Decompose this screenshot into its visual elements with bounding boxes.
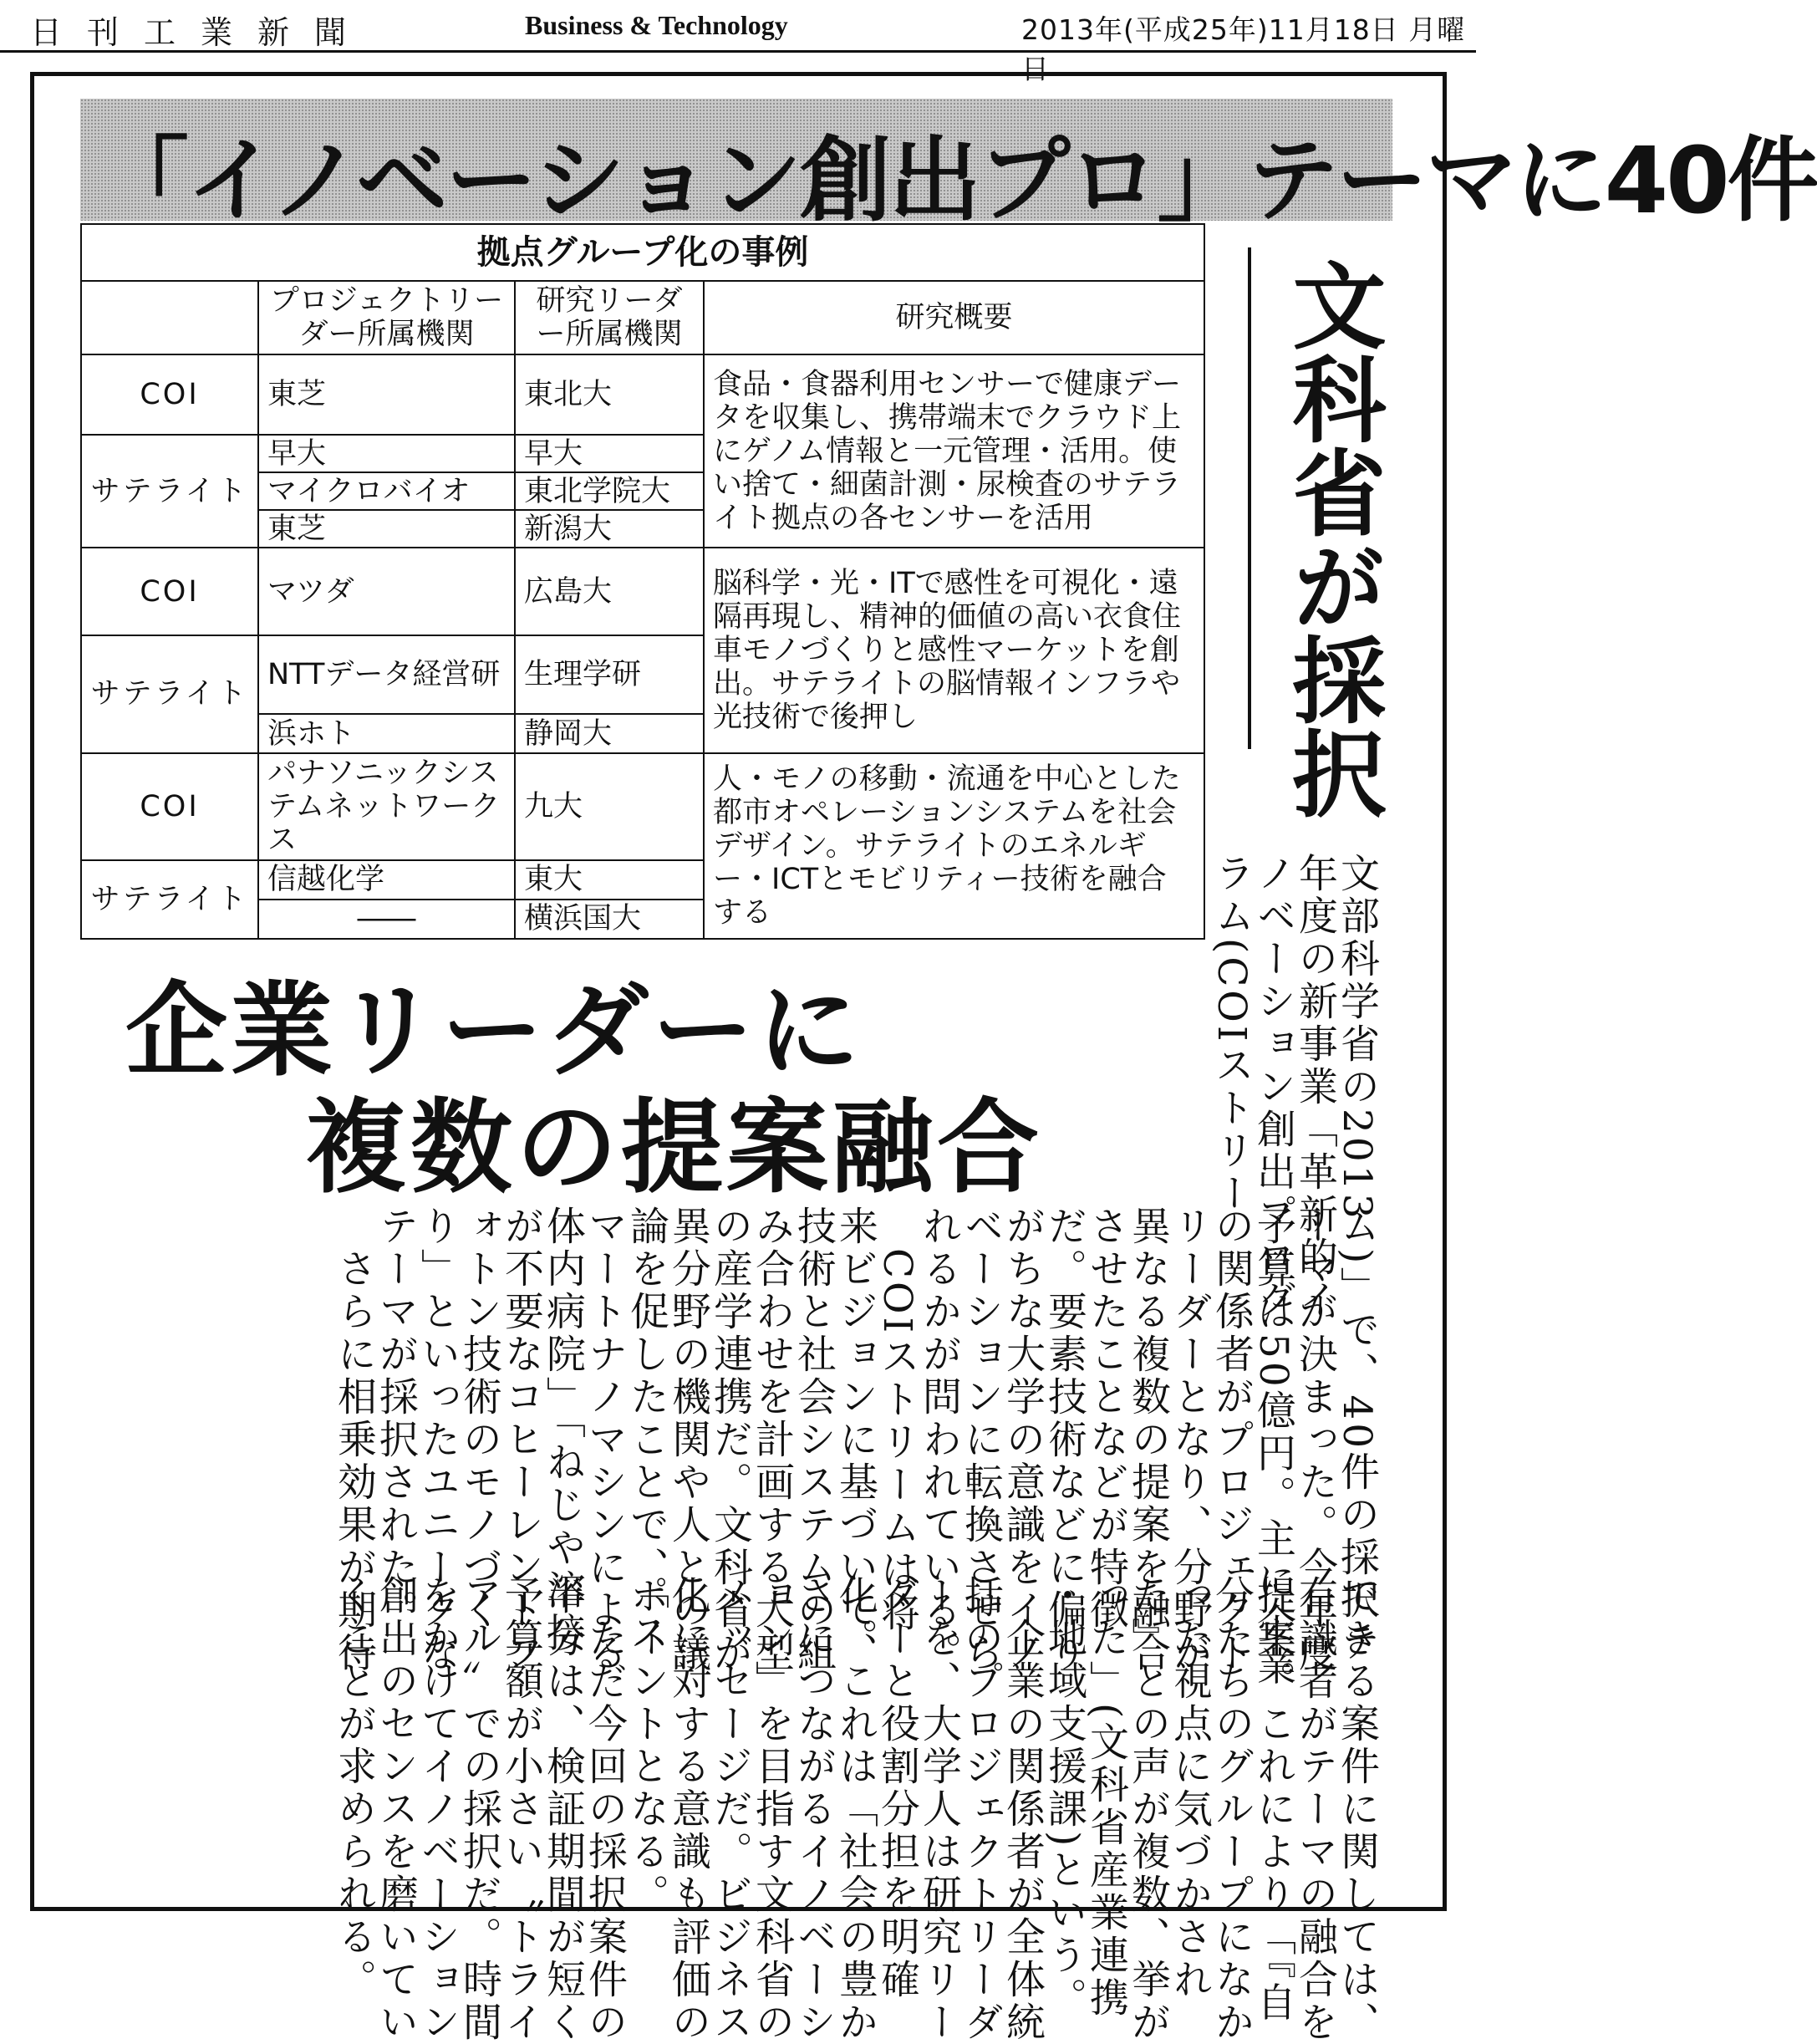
row-rl: 東北学院大 bbox=[515, 472, 704, 510]
row-type: COI bbox=[81, 753, 258, 860]
table-header-blank bbox=[81, 281, 258, 354]
row-rl: 生理学研 bbox=[515, 635, 704, 714]
row-summary: 人・モノの移動・流通を中心とした都市オペレーションシステムを社会デザイン。サテライトのエネルギー・ICTとモビリティー技術を融合する bbox=[704, 753, 1204, 939]
table-header-summary: 研究概要 bbox=[704, 281, 1204, 354]
row-pl: ―― bbox=[258, 900, 515, 939]
table-caption: 拠点グループ化の事例 bbox=[81, 224, 1204, 281]
row-pl: 東芝 bbox=[258, 510, 515, 548]
headline-line-1: 企業リーダーに bbox=[125, 970, 863, 1090]
row-rl: 早大 bbox=[515, 435, 704, 472]
title-rule bbox=[1248, 247, 1251, 749]
row-pl: パナソニックシステムネットワークス bbox=[258, 753, 515, 860]
row-pl: 信越化学 bbox=[258, 860, 515, 900]
table-row bbox=[81, 548, 1204, 635]
body-column-2: できる案件に関しては、 有識者がテーマの融合を 提案。これにより「『自 分たちのグループになか った視点に気づかされ た』との声が複数、挙が った」(文科省産業連携 ・地域支援課)という。 企業の関係者が全体統 括のプロジェクトリーダ ーを、大学人は研究リー ダーと役割分担を明確 化。これは「社会の豊か さにつながるイノベーシ ョン」を目指す文科省の メッセージだ。ビジネス 化に対する意識も評価の ポイントとなる。 ただ今回の採択案件の 半分は、検証期間が短く 予算額が小さい〝トライ アル〟での採択だ。時間 をかけてイノベーション 創出のセンスを磨いてい くことが求められる。 bbox=[331, 1575, 1380, 2044]
newspaper-subtitle: Business & Technology bbox=[525, 10, 788, 40]
row-type: サテライト bbox=[81, 635, 258, 753]
case-table bbox=[80, 223, 1205, 940]
lead-paragraph: 文部科学省の2013 年度の新事業「革新的イ ノベーション創出プログ ラム(COIストリー bbox=[1209, 853, 1380, 1322]
row-rl: 広島大 bbox=[515, 548, 704, 635]
row-pl: 早大 bbox=[258, 435, 515, 472]
body-column-1: ム)」で、40件の採択テ ーマが決まった。今年度 予算は50億円。主に企業 の関係者がプロジェクト リーダーとなり、分野が 異なる複数の提案を融合 させたことなどが特徴 だ。要素技術などに偏り がちな大学の意識をイノ ベーションに転換させら れるかが問われている。 COIストリームは将 来ビジョンに基づいて、 技術と社会システムの組 み合わせを計画する大型 の産学連携だ。文科省が 異分野の機関や人との議 論を促したことで、「ス マートナノマシンによる 体内病院」「ねじや溶接 が不要なコヒーレントフ ォトン技術のモノづく り」といったユニークな テーマが採択された。 さらに相乗効果が期待 bbox=[331, 1206, 1380, 1689]
newspaper-name: 日刊工業新聞 bbox=[30, 14, 372, 51]
issue-date: 2013年(平成25年)11月18日 月曜日 bbox=[1021, 13, 1466, 85]
row-rl: 九大 bbox=[515, 753, 704, 860]
article-title: 文科省が採択 bbox=[1277, 257, 1386, 819]
banner-title: 「イノベーション創出プロ」テーマに40件 bbox=[97, 127, 1817, 234]
row-rl: 東北大 bbox=[515, 354, 704, 435]
table-row bbox=[81, 354, 1204, 435]
headline-line-2: 複数の提案融合 bbox=[305, 1087, 1042, 1207]
row-summary: 脳科学・光・ITで感性を可視化・遠隔再現し、精神的価値の高い衣食住車モノづくりと感性マーケットを創出。サテライトの脳情報インフラや光技術で後押し bbox=[704, 548, 1204, 753]
row-pl: 東芝 bbox=[258, 354, 515, 435]
row-pl: 浜ホト bbox=[258, 714, 515, 753]
row-pl: マツダ bbox=[258, 548, 515, 635]
row-type: COI bbox=[81, 354, 258, 435]
row-rl: 東大 bbox=[515, 860, 704, 900]
row-rl: 新潟大 bbox=[515, 510, 704, 548]
masthead-rule bbox=[0, 50, 1476, 53]
row-pl: NTTデータ経営研 bbox=[258, 635, 515, 714]
row-type: サテライト bbox=[81, 435, 258, 548]
row-rl: 横浜国大 bbox=[515, 900, 704, 939]
row-rl: 静岡大 bbox=[515, 714, 704, 753]
row-summary: 食品・食器利用センサーで健康データを収集し、携帯端末でクラウド上にゲノム情報と一元管理・活用。使い捨て・細菌計測・尿検査のサテライト拠点の各センサーを活用 bbox=[704, 354, 1204, 548]
table-header-rl: 研究リーダー所属機関 bbox=[515, 281, 704, 354]
table-header-pl: プロジェクトリーダー所属機関 bbox=[258, 281, 515, 354]
article-banner bbox=[80, 99, 1817, 234]
row-pl: マイクロバイオ bbox=[258, 472, 515, 510]
row-type: サテライト bbox=[81, 860, 258, 939]
table-row bbox=[81, 753, 1204, 860]
row-type: COI bbox=[81, 548, 258, 635]
masthead bbox=[0, 0, 1476, 85]
